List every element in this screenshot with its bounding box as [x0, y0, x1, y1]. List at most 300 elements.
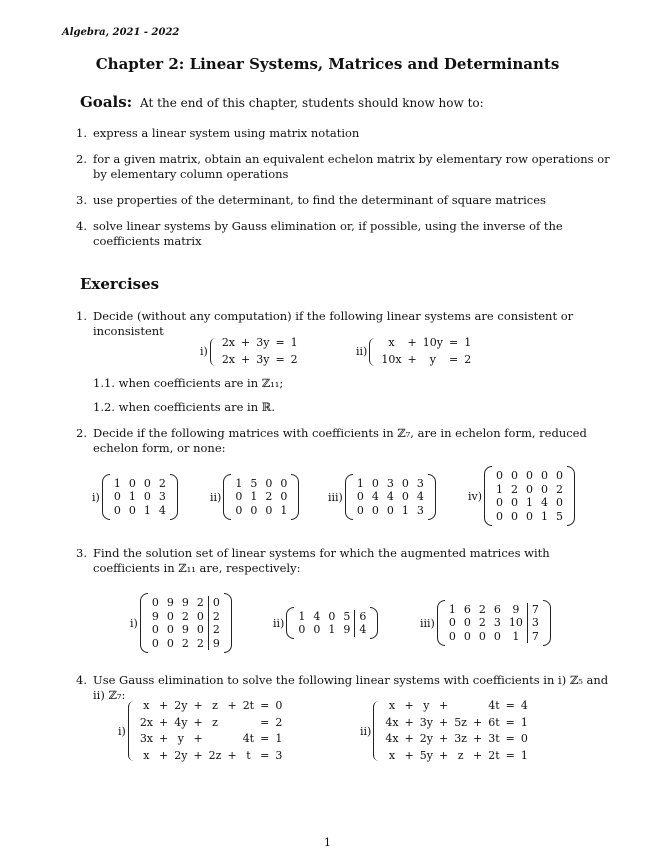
- system-ii: [356, 334, 475, 369]
- chapter-title: Chapter 2: Linear Systems, Matrices and Determinants: [95, 55, 560, 73]
- entry: 1: [328, 623, 336, 636]
- entry: 0: [143, 490, 151, 504]
- op: +: [472, 732, 483, 745]
- entry: 2: [212, 609, 220, 623]
- equation-row: [138, 699, 285, 714]
- entry: 9: [505, 603, 528, 617]
- op: +: [438, 748, 449, 762]
- matrix-label: iv): [468, 489, 483, 503]
- entry: 0: [280, 490, 288, 504]
- entry: 2: [265, 490, 273, 504]
- op: =: [505, 732, 515, 745]
- equation-row: [383, 716, 530, 731]
- exercise-number: 1.: [76, 309, 87, 323]
- entry: 4: [416, 490, 424, 504]
- entry: 1: [541, 509, 549, 523]
- exercise-text: Decide (without any computation) if the following linear systems are consistent or inconsistent: [93, 309, 574, 338]
- term: 3t: [488, 732, 500, 745]
- equation-table: [377, 334, 475, 369]
- term: 2x: [139, 715, 154, 729]
- system-gauss-i: [118, 697, 286, 765]
- equation-table: [218, 334, 302, 369]
- augmented-matrix-iii: [420, 600, 551, 646]
- equation-row: [383, 749, 530, 764]
- op: +: [407, 336, 417, 349]
- left-paren-icon: [223, 474, 231, 520]
- left-paren-icon: [102, 474, 110, 520]
- matrix-row: [294, 610, 370, 624]
- matrix-table: [294, 610, 370, 637]
- entry: 0: [463, 629, 471, 643]
- term: 4t: [488, 699, 500, 712]
- matrix-row: [492, 483, 567, 497]
- entry: 0: [526, 482, 534, 496]
- left-paren-icon: [345, 474, 353, 520]
- term: x: [388, 336, 395, 349]
- entry: 0: [463, 616, 471, 630]
- term: y: [423, 699, 430, 712]
- system-i: [200, 334, 302, 369]
- exercises-heading: Exercises: [80, 275, 160, 293]
- term: z: [457, 748, 464, 762]
- op: =: [505, 748, 515, 762]
- equation-row: [138, 732, 285, 747]
- entry: 0: [511, 496, 519, 509]
- exercise-1: [76, 309, 610, 339]
- entry: 0: [298, 623, 306, 636]
- op: +: [438, 732, 449, 745]
- entry: 0: [511, 509, 519, 523]
- subitem: 1.2. when coefficients are in ℝ.: [93, 400, 276, 414]
- entry: 1: [235, 476, 243, 490]
- entry: 1: [526, 496, 534, 509]
- left-brace-icon: [373, 701, 381, 761]
- term: z: [212, 715, 218, 729]
- entry: 0: [328, 609, 336, 623]
- term: 1: [290, 336, 298, 349]
- op: +: [193, 748, 203, 762]
- entry: 7: [531, 602, 539, 616]
- goal-number: 2.: [76, 152, 87, 166]
- matrix-row: [148, 637, 224, 651]
- entry: 4: [313, 609, 321, 623]
- system-label: ii): [360, 724, 372, 738]
- entry: 2: [511, 482, 519, 496]
- right-paren-icon: [567, 466, 575, 526]
- term: 4x: [385, 715, 399, 729]
- exercise-number: 4.: [76, 673, 87, 687]
- entry: 0: [128, 503, 136, 517]
- entry: 0: [371, 476, 379, 490]
- left-paren-icon: [140, 593, 148, 653]
- exercise-3: [76, 546, 610, 576]
- entry: 9: [151, 609, 159, 623]
- goal-number: 1.: [76, 126, 87, 140]
- exercise-text: Decide if the following matrices with coefficients in ℤ₇, are in echelon form, reduced echelon form, or none:: [93, 426, 587, 455]
- entry: 1: [448, 602, 456, 616]
- matrix-label: i): [130, 616, 138, 630]
- entry: 0: [235, 490, 243, 504]
- op: =: [448, 352, 459, 366]
- entry: 7: [531, 629, 539, 643]
- entry: 0: [356, 503, 364, 517]
- entry: 0: [496, 496, 504, 509]
- term: z: [212, 699, 218, 712]
- matrix-label: i): [92, 490, 100, 504]
- op: +: [404, 699, 414, 712]
- entry: 0: [448, 629, 456, 643]
- exercise-number: 2.: [76, 426, 87, 440]
- entry: 0: [313, 623, 321, 636]
- entry: 0: [166, 636, 174, 650]
- entry: 0: [371, 503, 379, 517]
- entry: 4: [158, 503, 166, 517]
- term: 4: [520, 699, 528, 712]
- equation-row: [220, 336, 300, 351]
- entry: 5: [339, 610, 355, 624]
- system-label: ii): [356, 345, 368, 358]
- term: 3: [275, 748, 283, 762]
- entry: 0: [496, 469, 504, 482]
- left-brace-icon: [128, 701, 136, 761]
- goals-intro-text: At the end of this chapter, students should know how to:: [140, 96, 484, 110]
- augmented-matrix-ii: [273, 607, 378, 639]
- exercise-2: [76, 426, 610, 456]
- exercise-number: 3.: [76, 546, 87, 560]
- entry: 3: [416, 503, 424, 517]
- entry: 9: [166, 596, 174, 609]
- right-paren-icon: [428, 474, 436, 520]
- matrix-row: [492, 510, 567, 524]
- term: 2y: [174, 699, 188, 712]
- matrix-table: [353, 477, 428, 518]
- term: 3y: [256, 336, 270, 349]
- goal-item: [76, 219, 610, 249]
- exercise-text: Use Gauss elimination to solve the following linear systems with coefficients in i) ℤ₅ and ii) ℤ₇:: [93, 673, 609, 702]
- goal-text: use properties of the determinant, to find the determinant of square matrices: [93, 193, 546, 207]
- system-gauss-ii: [360, 697, 532, 765]
- op: +: [407, 352, 417, 366]
- op: +: [159, 748, 169, 762]
- entry: 0: [556, 496, 564, 509]
- term: y: [429, 352, 436, 366]
- left-paren-icon: [286, 607, 294, 639]
- entry: 1: [280, 503, 288, 517]
- entry: 0: [280, 476, 288, 490]
- term: 10y: [422, 336, 443, 349]
- term: 0: [520, 732, 528, 745]
- op: =: [505, 699, 515, 712]
- op: +: [438, 715, 449, 729]
- entry: 4: [386, 490, 394, 504]
- op: =: [448, 336, 459, 349]
- term: 1: [520, 748, 528, 762]
- entry: 4: [371, 490, 379, 504]
- term: 5y: [419, 748, 433, 762]
- equation-row: [138, 749, 285, 764]
- op: +: [438, 699, 449, 712]
- op: =: [260, 748, 270, 762]
- right-paren-icon: [543, 600, 551, 646]
- entry: 0: [541, 469, 549, 482]
- matrix-row: [445, 603, 543, 617]
- entry: 2: [181, 609, 189, 623]
- op: +: [241, 336, 251, 349]
- course-header: Algebra, 2021 - 2022: [62, 27, 180, 38]
- term: 2x: [221, 352, 236, 366]
- op: +: [193, 699, 203, 712]
- term: y: [177, 732, 184, 745]
- term: 3y: [419, 715, 433, 729]
- entry: 0: [386, 503, 394, 517]
- equation-row: [220, 353, 300, 368]
- entry: 1: [113, 476, 121, 490]
- equation-table: [381, 697, 532, 765]
- entry: 1: [496, 482, 504, 496]
- matrix-row: [148, 610, 224, 624]
- term: 3x: [139, 732, 154, 745]
- entry: 3: [531, 616, 539, 630]
- matrix-row: [353, 504, 428, 518]
- entry: 9: [212, 636, 220, 650]
- matrix-iv: [468, 466, 575, 526]
- left-brace-icon: [369, 338, 377, 366]
- matrix-row: [231, 504, 291, 518]
- entry: 0: [193, 623, 209, 637]
- left-paren-icon: [437, 600, 445, 646]
- matrix-row: [492, 496, 567, 510]
- op: =: [260, 732, 270, 745]
- right-paren-icon: [370, 607, 378, 639]
- term: x: [388, 699, 396, 712]
- entry: 0: [511, 469, 519, 482]
- entry: 5: [556, 509, 564, 523]
- entry: 0: [265, 476, 273, 490]
- term: 3y: [256, 352, 270, 366]
- op: +: [227, 699, 237, 712]
- entry: 10: [505, 616, 528, 630]
- term: 2y: [174, 748, 188, 762]
- term: 1: [464, 336, 472, 349]
- entry: 2: [193, 596, 209, 610]
- entry: 1: [356, 476, 364, 490]
- goal-number: 4.: [76, 219, 87, 233]
- entry: 2: [478, 616, 486, 630]
- entry: 0: [166, 609, 174, 623]
- matrix-table: [492, 469, 567, 523]
- entry: 0: [478, 629, 486, 643]
- goals-label: Goals:: [80, 93, 133, 111]
- op: +: [241, 352, 251, 366]
- term: 2: [464, 352, 472, 366]
- matrix-row: [148, 623, 224, 637]
- entry: 9: [339, 623, 355, 637]
- matrix-iii: [328, 474, 436, 520]
- term: 1: [520, 715, 528, 729]
- entry: 4: [541, 496, 549, 509]
- op: +: [159, 715, 169, 729]
- equation-row: [379, 353, 473, 368]
- term: 10x: [381, 352, 402, 366]
- equation-table: [136, 697, 287, 765]
- term: 4t: [242, 732, 255, 745]
- op: +: [227, 748, 237, 762]
- term: 2t: [488, 748, 500, 762]
- matrix-row: [492, 469, 567, 483]
- matrix-row: [231, 477, 291, 491]
- op: +: [193, 732, 203, 745]
- matrix-table: [110, 477, 170, 518]
- entry: 0: [526, 509, 534, 523]
- goals-intro: [80, 93, 484, 111]
- subitem: 1.1. when coefficients are in ℤ₁₁;: [93, 376, 284, 390]
- augmented-matrix-i: [130, 593, 232, 653]
- system-label: i): [118, 724, 126, 738]
- entry: 0: [143, 476, 151, 490]
- entry: 4: [359, 623, 367, 636]
- entry: 9: [181, 596, 189, 609]
- entry: 1: [401, 503, 409, 517]
- entry: 0: [193, 610, 209, 624]
- term: 5z: [454, 715, 467, 729]
- term: [207, 732, 224, 747]
- op: +: [159, 732, 169, 745]
- term: [241, 716, 256, 731]
- entry: 0: [526, 469, 534, 482]
- term: 1: [275, 732, 283, 745]
- entry: 3: [416, 476, 424, 490]
- matrix-ii: [210, 474, 299, 520]
- left-brace-icon: [210, 338, 218, 366]
- page-number: 1: [324, 836, 331, 849]
- entry: 6: [463, 602, 471, 616]
- entry: 6: [493, 602, 501, 616]
- equation-row: [379, 336, 473, 351]
- term: 4y: [174, 715, 188, 729]
- entry: 1: [128, 490, 136, 504]
- entry: 1: [505, 630, 528, 644]
- matrix-row: [148, 596, 224, 610]
- left-paren-icon: [484, 466, 492, 526]
- entry: 0: [401, 476, 409, 490]
- entry: 2: [181, 636, 189, 650]
- goal-text: for a given matrix, obtain an equivalent echelon matrix by elementary row operations or by elementary column operations: [93, 152, 610, 181]
- exercise-text: Find the solution set of linear systems for which the augmented matrices with coefficients in ℤ₁₁ are, respectively:: [93, 546, 550, 575]
- entry: 6: [359, 609, 367, 623]
- entry: 0: [151, 636, 159, 650]
- term: 2z: [208, 748, 222, 762]
- term: x: [143, 699, 150, 712]
- entry: 0: [128, 476, 136, 490]
- term: x: [143, 748, 150, 762]
- goal-item: [76, 126, 610, 141]
- op: =: [275, 336, 285, 349]
- matrix-label: iii): [328, 490, 343, 504]
- entry: 3: [386, 476, 394, 490]
- term: 0: [275, 699, 283, 712]
- entry: 1: [143, 503, 151, 517]
- goal-text: express a linear system using matrix notation: [93, 126, 360, 140]
- op: +: [472, 715, 483, 729]
- entry: 3: [493, 616, 501, 630]
- matrix-row: [445, 630, 543, 644]
- entry: 2: [158, 476, 166, 490]
- entry: 3: [158, 490, 166, 504]
- entry: 0: [493, 629, 501, 643]
- op: +: [193, 715, 203, 729]
- entry: 1: [298, 609, 306, 623]
- op: =: [505, 715, 515, 729]
- matrix-label: iii): [420, 616, 435, 630]
- op: [471, 699, 484, 714]
- entry: 0: [250, 503, 258, 517]
- op: +: [472, 748, 483, 762]
- equation-row: [138, 716, 285, 731]
- equation-row: [383, 699, 530, 714]
- entry: 2: [193, 637, 209, 651]
- matrix-row: [110, 490, 170, 504]
- term: 6t: [488, 715, 500, 729]
- term: x: [388, 748, 396, 762]
- entry: 2: [478, 602, 486, 616]
- term: 2x: [221, 336, 236, 349]
- entry: 0: [556, 469, 564, 482]
- entry: 0: [448, 616, 456, 630]
- term: [452, 699, 469, 714]
- right-paren-icon: [291, 474, 299, 520]
- matrix-table: [231, 477, 291, 518]
- entry: 0: [496, 509, 504, 523]
- entry: 5: [250, 476, 258, 490]
- op: +: [404, 748, 414, 762]
- equation-row: [383, 732, 530, 747]
- entry: 0: [151, 623, 159, 636]
- matrix-row: [110, 504, 170, 518]
- term: 2y: [419, 732, 433, 745]
- term: 2: [290, 352, 298, 366]
- matrix-row: [294, 623, 370, 637]
- entry: 0: [235, 503, 243, 517]
- entry: 0: [113, 490, 121, 504]
- op: +: [159, 699, 169, 712]
- term: 2t: [242, 699, 255, 712]
- matrix-row: [353, 477, 428, 491]
- goal-item: [76, 152, 610, 182]
- op: =: [275, 352, 285, 366]
- goal-number: 3.: [76, 193, 87, 207]
- op: +: [404, 732, 414, 745]
- system-label: i): [200, 345, 208, 358]
- matrix-row: [110, 477, 170, 491]
- matrix-table: [445, 603, 543, 644]
- term: 3z: [454, 732, 467, 745]
- op: [225, 716, 238, 731]
- term: 2: [275, 715, 283, 729]
- goal-item: [76, 193, 610, 208]
- matrix-row: [353, 490, 428, 504]
- op: +: [404, 715, 414, 729]
- op: =: [260, 699, 270, 712]
- entry: 9: [181, 623, 189, 636]
- matrix-row: [231, 490, 291, 504]
- term: t: [246, 748, 251, 762]
- entry: 0: [401, 490, 409, 504]
- entry: 0: [356, 490, 364, 504]
- entry: 0: [166, 623, 174, 636]
- op: =: [260, 715, 270, 729]
- matrix-label: ii): [210, 490, 222, 504]
- matrix-row: [445, 616, 543, 630]
